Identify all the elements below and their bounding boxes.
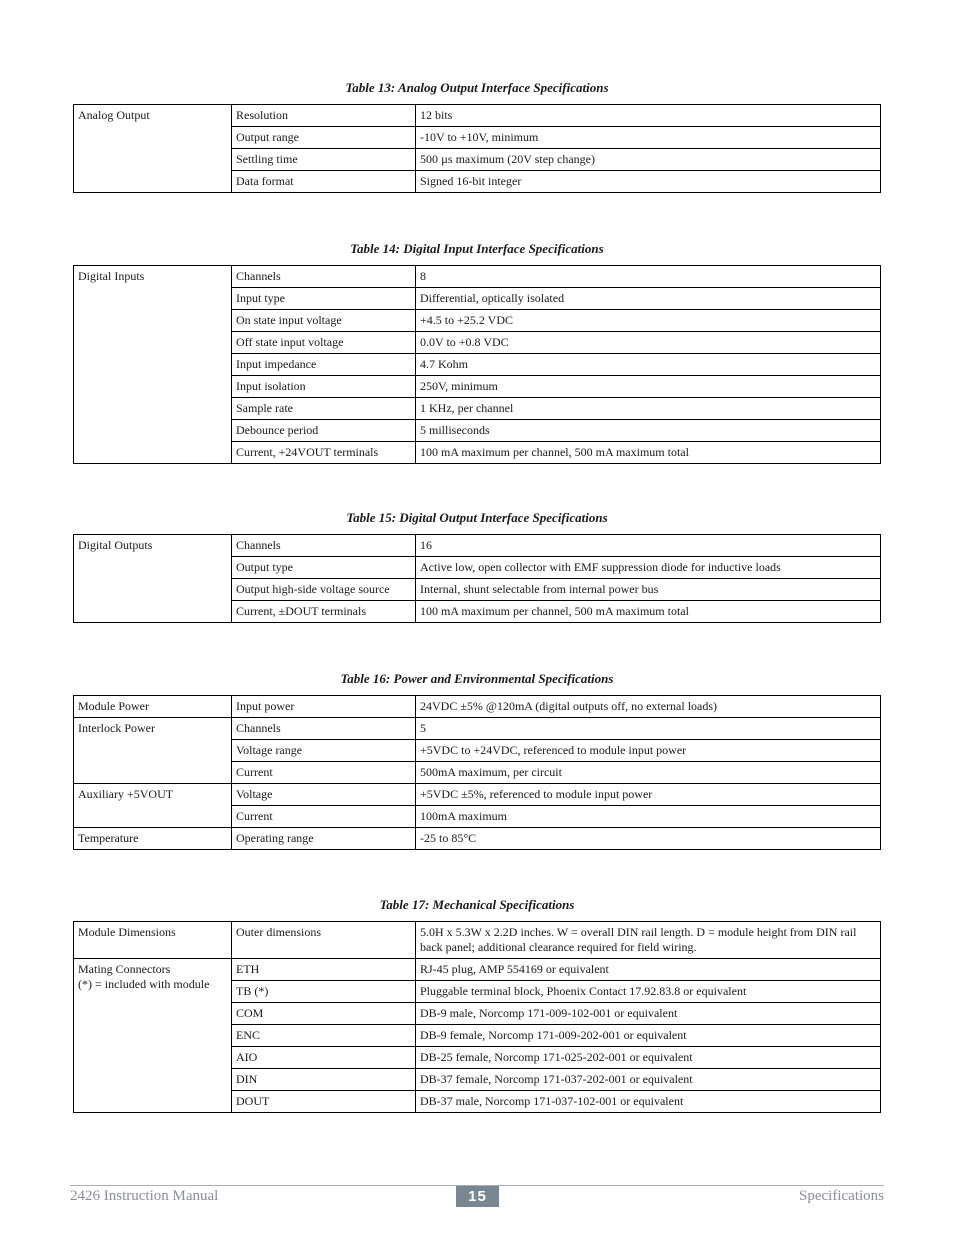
param-cell: ENC xyxy=(232,1025,416,1047)
group-sublabel: (*) = included with module xyxy=(78,977,210,991)
group-label: Mating Connectors xyxy=(78,962,171,976)
group-label: Digital Outputs xyxy=(74,535,232,623)
group-label-cell xyxy=(74,959,232,1113)
value-cell: 100mA maximum xyxy=(416,806,881,828)
param-cell: Operating range xyxy=(232,828,416,850)
table-row xyxy=(74,784,881,806)
value-cell: 0.0V to +0.8 VDC xyxy=(416,332,881,354)
table-row xyxy=(74,266,881,288)
spec-table xyxy=(73,104,881,193)
value-cell: 4.7 Kohm xyxy=(416,354,881,376)
table-row xyxy=(74,959,881,981)
value-cell: 5.0H x 5.3W x 2.2D inches. W = overall DIN rail length. D = module height from DIN rail back panel; additional clearance required for field wiring. xyxy=(416,922,881,959)
value-cell: DB-37 female, Norcomp 171-037-202-001 or equivalent xyxy=(416,1069,881,1091)
table-block-14 xyxy=(73,241,881,464)
value-cell: Differential, optically isolated xyxy=(416,288,881,310)
group-label: Auxiliary +5VOUT xyxy=(74,784,232,828)
value-cell: DB-9 male, Norcomp 171-009-102-001 or equivalent xyxy=(416,1003,881,1025)
param-cell: Outer dimensions xyxy=(232,922,416,959)
param-cell: Output range xyxy=(232,127,416,149)
value-cell: 500 µs maximum (20V step change) xyxy=(416,149,881,171)
value-cell: -25 to 85°C xyxy=(416,828,881,850)
table-caption: Table 17: Mechanical Specifications xyxy=(379,897,575,912)
value-cell: Pluggable terminal block, Phoenix Contact 17.92.83.8 or equivalent xyxy=(416,981,881,1003)
param-cell: ETH xyxy=(232,959,416,981)
param-cell: Channels xyxy=(232,718,416,740)
param-cell: Input power xyxy=(232,696,416,718)
spec-table xyxy=(73,265,881,464)
table-row xyxy=(74,828,881,850)
param-cell: Current xyxy=(232,806,416,828)
table-row xyxy=(74,922,881,959)
table-caption: Table 16: Power and Environmental Specifications xyxy=(340,671,614,686)
table-row xyxy=(74,535,881,557)
param-cell: On state input voltage xyxy=(232,310,416,332)
param-cell: Settling time xyxy=(232,149,416,171)
group-label: Module Dimensions xyxy=(74,922,232,959)
value-cell: +5VDC ±5%, referenced to module input power xyxy=(416,784,881,806)
group-label: Digital Inputs xyxy=(74,266,232,464)
param-cell: COM xyxy=(232,1003,416,1025)
value-cell: +4.5 to +25.2 VDC xyxy=(416,310,881,332)
page-number: 15 xyxy=(456,1186,499,1207)
value-cell: 100 mA maximum per channel, 500 mA maximum total xyxy=(416,601,881,623)
param-cell: Input impedance xyxy=(232,354,416,376)
group-label: Analog Output xyxy=(74,105,232,193)
spec-table xyxy=(73,695,881,850)
param-cell: Input type xyxy=(232,288,416,310)
param-cell: Channels xyxy=(232,535,416,557)
table-block-16 xyxy=(73,671,881,850)
param-cell: Output high-side voltage source xyxy=(232,579,416,601)
param-cell: AIO xyxy=(232,1047,416,1069)
param-cell: Resolution xyxy=(232,105,416,127)
param-cell: Voltage range xyxy=(232,740,416,762)
value-cell: Signed 16-bit integer xyxy=(416,171,881,193)
table-caption: Table 14: Digital Input Interface Specifications xyxy=(350,241,604,256)
value-cell: RJ-45 plug, AMP 554169 or equivalent xyxy=(416,959,881,981)
value-cell: 16 xyxy=(416,535,881,557)
group-label: Temperature xyxy=(74,828,232,850)
param-cell: Debounce period xyxy=(232,420,416,442)
value-cell: +5VDC to +24VDC, referenced to module input power xyxy=(416,740,881,762)
footer-manual-title: 2426 Instruction Manual xyxy=(70,1188,219,1204)
value-cell: 5 xyxy=(416,718,881,740)
value-cell: 24VDC ±5% @120mA (digital outputs off, no external loads) xyxy=(416,696,881,718)
param-cell: Sample rate xyxy=(232,398,416,420)
table-caption: Table 15: Digital Output Interface Specifications xyxy=(346,510,608,525)
value-cell: 500mA maximum, per circuit xyxy=(416,762,881,784)
table-caption: Table 13: Analog Output Interface Specifications xyxy=(345,80,609,95)
param-cell: TB (*) xyxy=(232,981,416,1003)
value-cell: -10V to +10V, minimum xyxy=(416,127,881,149)
value-cell: 8 xyxy=(416,266,881,288)
param-cell: Channels xyxy=(232,266,416,288)
table-block-15 xyxy=(73,510,881,623)
param-cell: Output type xyxy=(232,557,416,579)
value-cell: Internal, shunt selectable from internal power bus xyxy=(416,579,881,601)
value-cell: 1 KHz, per channel xyxy=(416,398,881,420)
param-cell: Current xyxy=(232,762,416,784)
spec-table xyxy=(73,534,881,623)
value-cell: DB-37 male, Norcomp 171-037-102-001 or equivalent xyxy=(416,1091,881,1113)
table-row xyxy=(74,718,881,740)
param-cell: Data format xyxy=(232,171,416,193)
value-cell: DB-25 female, Norcomp 171-025-202-001 or equivalent xyxy=(416,1047,881,1069)
value-cell: 12 bits xyxy=(416,105,881,127)
footer-section-title: Specifications xyxy=(799,1188,884,1204)
param-cell: Current, ±DOUT terminals xyxy=(232,601,416,623)
group-label: Module Power xyxy=(74,696,232,718)
param-cell: Off state input voltage xyxy=(232,332,416,354)
value-cell: 100 mA maximum per channel, 500 mA maximum total xyxy=(416,442,881,464)
group-label: Interlock Power xyxy=(74,718,232,784)
param-cell: DIN xyxy=(232,1069,416,1091)
param-cell: Voltage xyxy=(232,784,416,806)
value-cell: 250V, minimum xyxy=(416,376,881,398)
param-cell: Current, +24VOUT terminals xyxy=(232,442,416,464)
table-row xyxy=(74,696,881,718)
value-cell: Active low, open collector with EMF suppression diode for inductive loads xyxy=(416,557,881,579)
param-cell: Input isolation xyxy=(232,376,416,398)
value-cell: DB-9 female, Norcomp 171-009-202-001 or equivalent xyxy=(416,1025,881,1047)
param-cell: DOUT xyxy=(232,1091,416,1113)
table-block-13 xyxy=(73,80,881,193)
spec-table xyxy=(73,921,881,1113)
value-cell: 5 milliseconds xyxy=(416,420,881,442)
table-row xyxy=(74,105,881,127)
page-footer xyxy=(70,1185,884,1210)
table-block-17 xyxy=(73,897,881,1113)
